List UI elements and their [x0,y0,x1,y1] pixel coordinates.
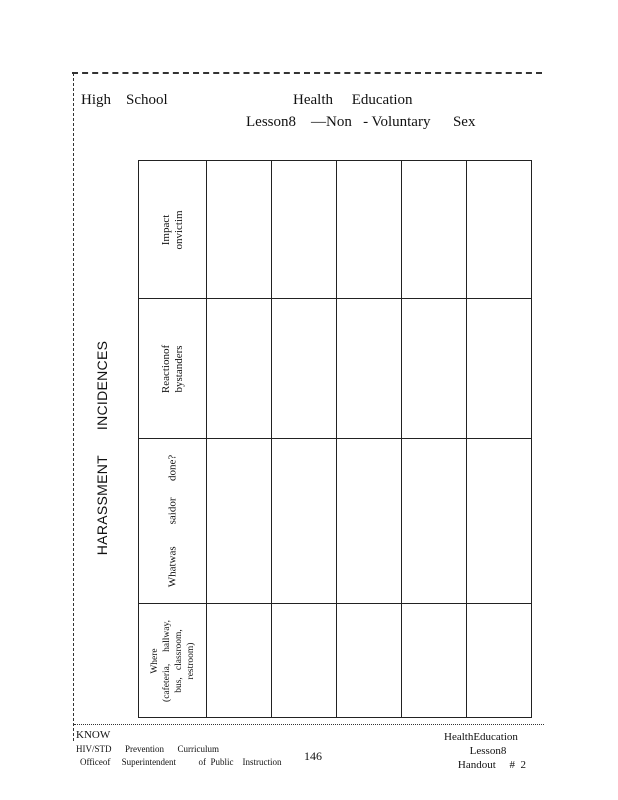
footer-office: Officeof Superintendent of Public Instruction [80,757,282,767]
row-label-cell [139,604,207,718]
left-border [73,73,74,741]
row-label-cell [139,439,207,604]
row-label-where: Where (cafeteria, hallway, bus, classroom, restroom) [149,619,196,702]
entry-cell[interactable] [207,439,272,604]
entry-cell[interactable] [402,604,467,718]
entry-cell[interactable] [402,439,467,604]
entry-cell[interactable] [272,604,337,718]
row-label-cell [139,161,207,299]
entry-cell[interactable] [402,161,467,299]
entry-cell[interactable] [467,161,532,299]
entry-cell[interactable] [467,604,532,718]
entry-cell[interactable] [207,604,272,718]
harassment-incidences-title: HARASSMENT INCIDENCES [94,340,110,556]
row-label-what-said: Whatwas saidor done? [166,454,178,588]
page-number: 146 [304,749,322,763]
footer-health-education: HealthEducation [444,731,518,743]
footer-curriculum: HIV/STD Prevention Curriculum [76,744,219,754]
entry-cell[interactable] [337,439,402,604]
school-level: High School [81,92,168,108]
entry-cell[interactable] [467,439,532,604]
table-row [139,604,532,718]
harassment-table [138,160,532,718]
entry-cell[interactable] [207,299,272,439]
table-row [139,299,532,439]
row-label-impact: Impact onvictim [159,209,185,250]
entry-cell[interactable] [467,299,532,439]
footer-know: KNOW [76,729,111,741]
footer-handout: Handout # 2 [457,759,527,771]
table-row [139,161,532,299]
entry-cell[interactable] [207,161,272,299]
entry-cell[interactable] [402,299,467,439]
entry-cell[interactable] [337,604,402,718]
entry-cell[interactable] [337,161,402,299]
top-border [72,72,542,74]
footer-lesson: Lesson8 [469,745,507,757]
subject-title: Health Education [293,92,413,108]
entry-cell[interactable] [337,299,402,439]
row-label-reaction: Reactionof bystanders [159,344,185,393]
entry-cell[interactable] [272,161,337,299]
footer-divider [74,724,544,725]
table-row [139,439,532,604]
entry-cell[interactable] [272,439,337,604]
entry-cell[interactable] [272,299,337,439]
lesson-title: Lesson8 —Non - Voluntary Sex [246,114,476,130]
row-label-cell [139,299,207,439]
